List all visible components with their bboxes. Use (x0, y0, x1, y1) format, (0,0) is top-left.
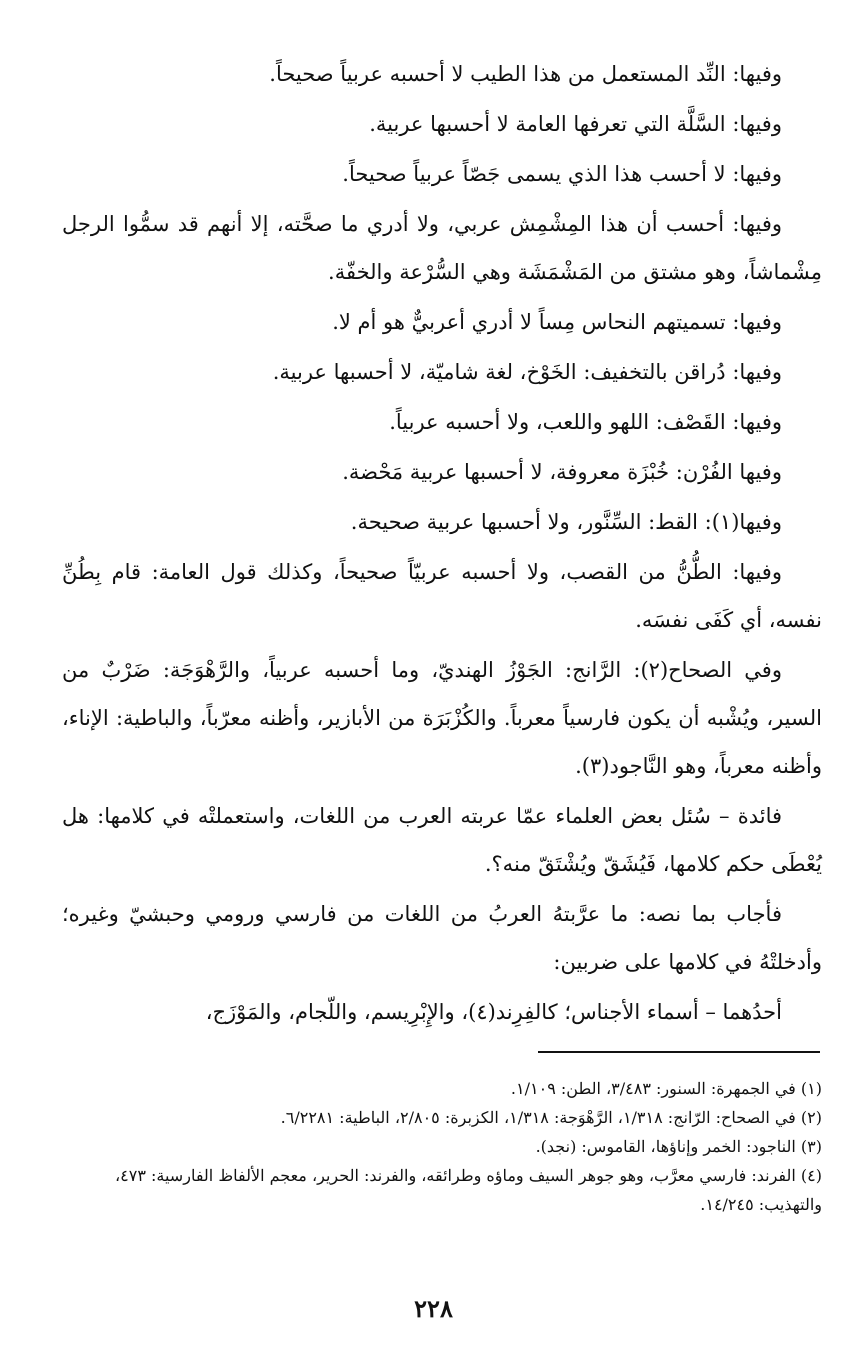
paragraph: وفيها: النِّد المستعمل من هذا الطيب لا أحسبه عربياً صحيحاً. (269, 62, 782, 86)
footnote: (٤) الفرند: فارسي معرَّب، وهو جوهر السيف وماؤه وطرائقه، والفرند: الحرير، معجم الألفاظ الفارسية: ٤٧٣، والتهذيب: ١٤/٢٤٥. (114, 1166, 822, 1214)
paragraph: فائدة – سُئل بعض العلماء عمّا عربته العرب من اللغات، واستعملتْه في كلامها: هل يُعْطَى حكم كلامها، فَيُشَقّ ويُشْتَقّ منه؟. (62, 804, 822, 876)
paragraph: وفيها: أحسب أن هذا المِشْمِش عربي، ولا أدري ما صحَّته، إلا أنهم قد سمُّوا الرجل مِشْماشاً، وهو مشتق من المَشْمَشَة وهي السُّرْعة والخفّة. (62, 212, 822, 284)
paragraph: وفيها الفُرْن: خُبْزَة معروفة، لا أحسبها عربية مَحْضة. (342, 460, 782, 484)
paragraph: وفيها(١): القط: السِّنَّور، ولا أحسبها عربية صحيحة. (350, 510, 782, 534)
footnote: (١) في الجمهرة: السنور: ٣/٤٨٣، الطن: ١/١٠٩. (510, 1079, 822, 1098)
paragraph: وفيها: دُراقن بالتخفيف: الخَوْخ، لغة شاميّة، لا أحسبها عربية. (272, 360, 782, 384)
paragraph: فأجاب بما نصه: ما عرَّبتهُ العربُ من اللغات من فارسي ورومي وحبشيّ وغيره؛ وأدخلتْهُ في كلامها على ضربين: (62, 902, 822, 974)
footnotes (62, 1074, 822, 1219)
footnote-separator (538, 1051, 820, 1053)
main-text (62, 50, 822, 1038)
page-number: ٢٢٨ (414, 1294, 453, 1323)
paragraph: وفيها: لا أحسب هذا الذي يسمى جَصّاً عربياً صحيحاً. (342, 162, 782, 186)
footnote: (٢) في الصحاح: الرّانج: ١/٣١٨، الرَّهْوَجة: ١/٣١٨، الكزبرة: ٢/٨٠٥، الباطية: ٦/٢٢٨١. (280, 1108, 822, 1127)
paragraph: وفيها: السَّلَّة التي تعرفها العامة لا أحسبها عربية. (369, 112, 782, 136)
paragraph: وفي الصحاح(٢): الرَّانج: الجَوْزُ الهنديّ، وما أحسبه عربياً، والرَّهْوَجَة: ضَرْبٌ من السير، ويُشْبه أن يكون فارسياً معرباً. والكُزْبَرَة من الأبازير، وأظنه معرّباً، والباطية: الإناء، وأظنه معرباً، وهو النَّاجود(٣). (62, 658, 822, 778)
paragraph: وفيها: الطُّنُّ من القصب، ولا أحسبه عربيّاً صحيحاً، وكذلك قول العامة: قام بِطُنِّ نفسه، أي كَفَى نفسَه. (62, 560, 822, 632)
paragraph: أحدُهما – أسماء الأجناس؛ كالفِرِند(٤)، والإِبْرِيسم، واللّجام، والمَوْزَج، (205, 1000, 782, 1024)
paragraph: وفيها: تسميتهم النحاس مِساً لا أدري أعربيٌّ هو أم لا. (332, 310, 782, 334)
paragraph: وفيها: القَصْف: اللهو واللعب، ولا أحسبه عربياً. (389, 410, 782, 434)
footnote: (٣) الناجود: الخمر وإناؤها، القاموس: (نجد). (535, 1137, 822, 1156)
